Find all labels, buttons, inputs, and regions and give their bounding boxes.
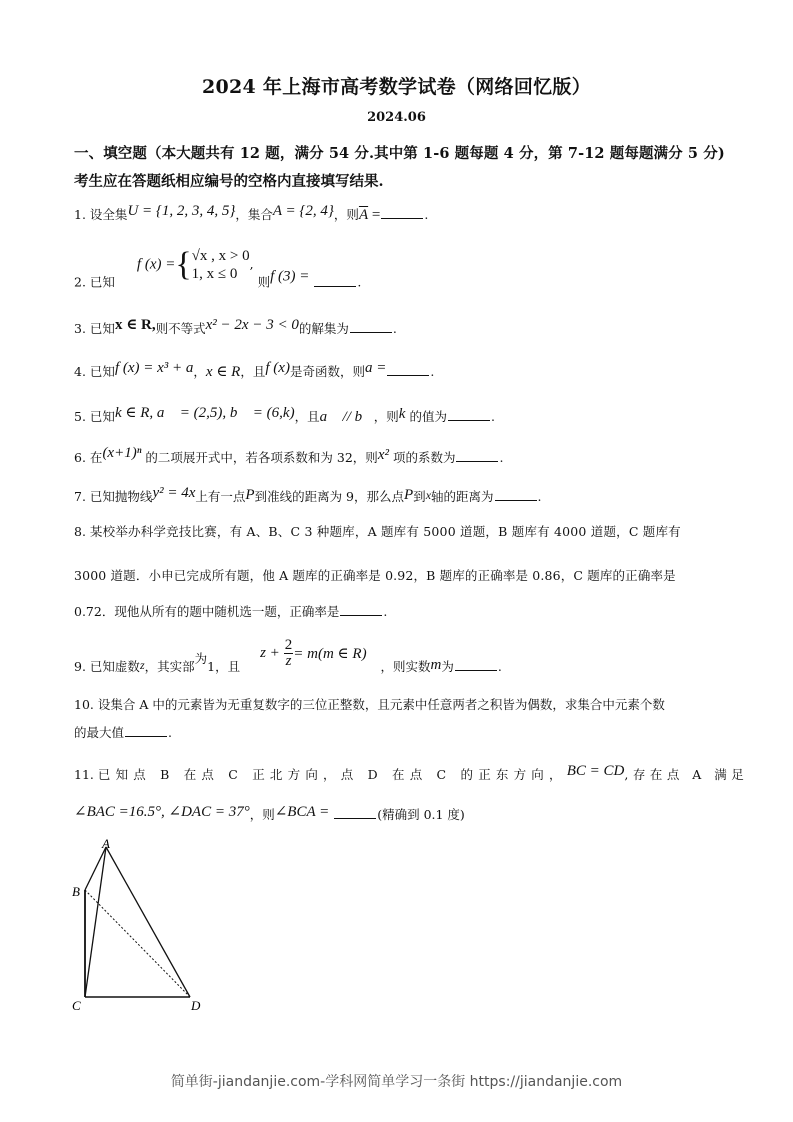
question-4: 4. 已知f (x) = x³ + a，x ∈ R，且f (x)是奇函数，则a = . [74,360,435,380]
answer-blank[interactable] [448,408,490,421]
piecewise-brace: { [175,246,192,283]
answer-blank[interactable] [340,603,382,616]
question-8: 8. 某校举办科学竞技比赛，有 A、B、C 3 种题库，A 题库有 5000 道题，B 题库有 4000 道题，C 题库有 [74,524,681,539]
segment-ad [106,847,190,997]
question-8-line-2: 3000 道题．小申已完成所有题，他 A 题库的正确率是 0.92，B 题库的正确率是 0.86，C 题库的正确率是 [74,568,676,583]
footer-watermark: 简单街-jiandanjie.com-学科网简单学习一条街 https://jiandanjie.com [170,1074,623,1090]
answer-blank[interactable] [381,206,423,219]
question-8-line-3: 0.72．现他从所有的题中随机选一题，正确率是 . [74,604,388,619]
answer-blank[interactable] [350,320,392,333]
answer-blank[interactable] [125,724,167,737]
piecewise-cases: √x , x > 0 1, x ≤ 0 [191,248,250,282]
answer-blank[interactable] [387,363,429,376]
question-10-line-2: 的最大值 . [74,725,172,740]
answer-blank[interactable] [334,806,376,819]
question-9: 9. 已知虚数z，其实部为1，且 z + $\frac{2}{z}$ = m(m ∈ R) ，则实数m为 . [74,637,502,674]
section-heading: 一、填空题（本大题共有 12 题，满分 54 分.其中第 1-6 题每题 4 分，第 7-12 题每题满分 5 分) [74,145,725,162]
question-3: 3. 已知x ∈ R,则不等式x² − 2x − 3 < 0的解集为 . [74,317,397,336]
question-11-line-2: ∠BAC =16.5°, ∠DAC = 37°，则∠BCA = (精确到 0.1 度) [74,804,465,822]
page-title: 2024 年上海市高考数学试卷（网络回忆版） [201,76,592,98]
complement-a: $\overline{A}$ [358,207,369,223]
geometry-figure [66,834,216,1014]
exam-date: 2024.06 [367,110,426,125]
answer-blank[interactable] [455,658,497,671]
question-11: 11. 已知点 B 在点 C 正北方向，点 D 在点 C 的正东方向，BC = CD,存在点 A 满足 [74,763,749,782]
label-a: A [102,836,110,851]
question-10: 10. 设集合 A 中的元素皆为无重复数字的三位正整数，且元素中任意两者之积皆为偶数，求集合中元素个数 [74,697,665,712]
answer-blank[interactable] [314,274,356,287]
label-b: B [72,884,80,899]
question-5: 5. 已知k ∈ R, a⃗ = (2,5), b⃗ = (6,k)，且a⃗ // b⃗，则k 的值为 . [74,405,495,425]
segment-bd-dashed [85,890,190,997]
label-c: C [72,998,81,1013]
answer-blank[interactable] [456,449,498,462]
question-7: 7. 已知抛物线y² = 4x上有一点P到准线的距离为 9，那么点P到x轴的距离为 . [74,485,542,504]
label-d: D [191,998,201,1013]
question-1: 1. 设全集U = {1, 2, 3, 4, 5}，集合A = {2, 4}，则$\overline{A}$ = . [74,203,429,223]
answer-blank[interactable] [495,488,537,501]
section-instruction: 考生应在答题纸相应编号的空格内直接填写结果. [74,173,384,190]
question-6: 6. 在(x+1)ⁿ 的二项展开式中，若各项系数和为 32，则x² 项的系数为 . [74,445,504,465]
fraction-2-over-z: $\frac{2}{z}$ [284,637,293,669]
question-2: 2. 已知 f (x) ={ √x , x > 0 1, x ≤ 0 , 则f (3) = . [74,246,362,290]
